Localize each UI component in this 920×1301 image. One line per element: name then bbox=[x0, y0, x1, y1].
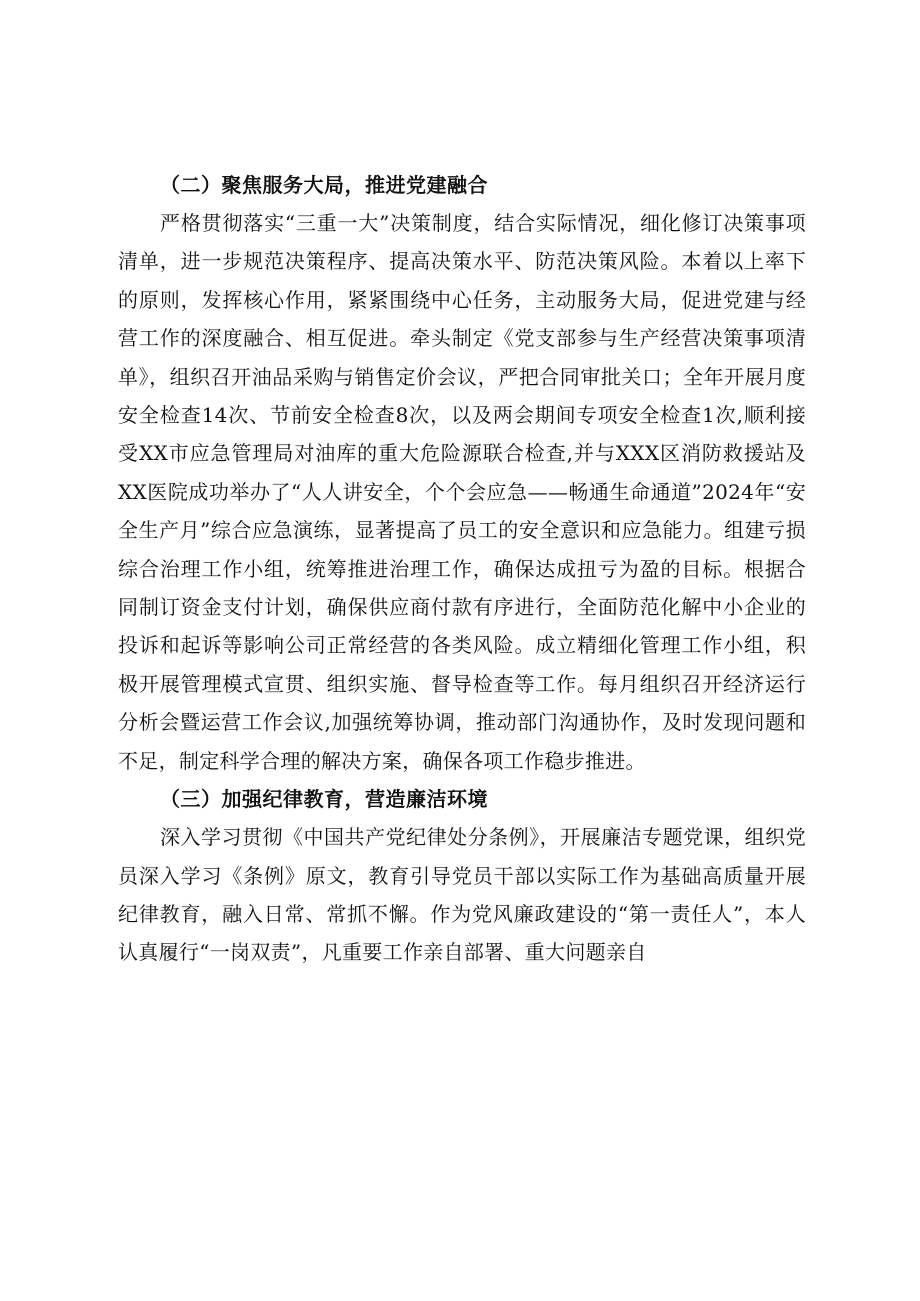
section-paragraph-3: 深入学习贯彻《中国共产党纪律处分条例》，开展廉洁专题党课，组织党员深入学习《条例》原文，教育引导党员干部以实际工作为基础高质量开展纪律教育，融入日常、常抓不懈。作为党风廉政建设的“第一责任人”，本人认真履行“一岗双责”，凡重要工作亲自部署、重大问题亲自 bbox=[118, 825, 806, 965]
document-body bbox=[118, 166, 806, 972]
section-paragraph-2: 严格贯彻落实“三重一大”决策制度，结合实际情况，细化修订决策事项清单，进一步规范决策程序、提高决策水平、防范决策风险。本着以上率下的原则，发挥核心作用，紧紧围绕中心任务，主动服务大局，促进党建与经营工作的深度融合、相互促进。牵头制定《党支部参与生产经营决策事项清单》，组织召开油品采购与销售定价会议，严把合同审批关口；全年开展月度安全检查14次、节前安全检查8次，以及两会期间专项安全检查1次,顺利接受XX市应急管理局对油库的重大危险源联合检查,并与XXX区消防救援站及XX医院成功举办了“人人讲安全，个个会应急——畅通生命通道”2024年“安全生产月”综合应急演练，显著提高了员工的安全意识和应急能力。组建亏损综合治理工作小组，统筹推进治理工作，确保达成扭亏为盈的目标。根据合同制订资金支付计划，确保供应商付款有序进行，全面防范化解中小企业的投诉和起诉等影响公司正常经营的各类风险。成立精细化管理工作小组，积极开展管理模式宣贯、组织实施、督导检查等工作。每月组织召开经济运行分析会暨运营工作会议,加强统筹协调，推动部门沟通协作，及时发现问题和不足，制定科学合理的解决方案，确保各项工作稳步推进。 bbox=[118, 211, 806, 773]
section-heading-2: （二）聚焦服务大局，推进党建融合 bbox=[160, 173, 488, 197]
section-heading-3: （三）加强纪律教育，营造廉洁环境 bbox=[160, 787, 488, 812]
